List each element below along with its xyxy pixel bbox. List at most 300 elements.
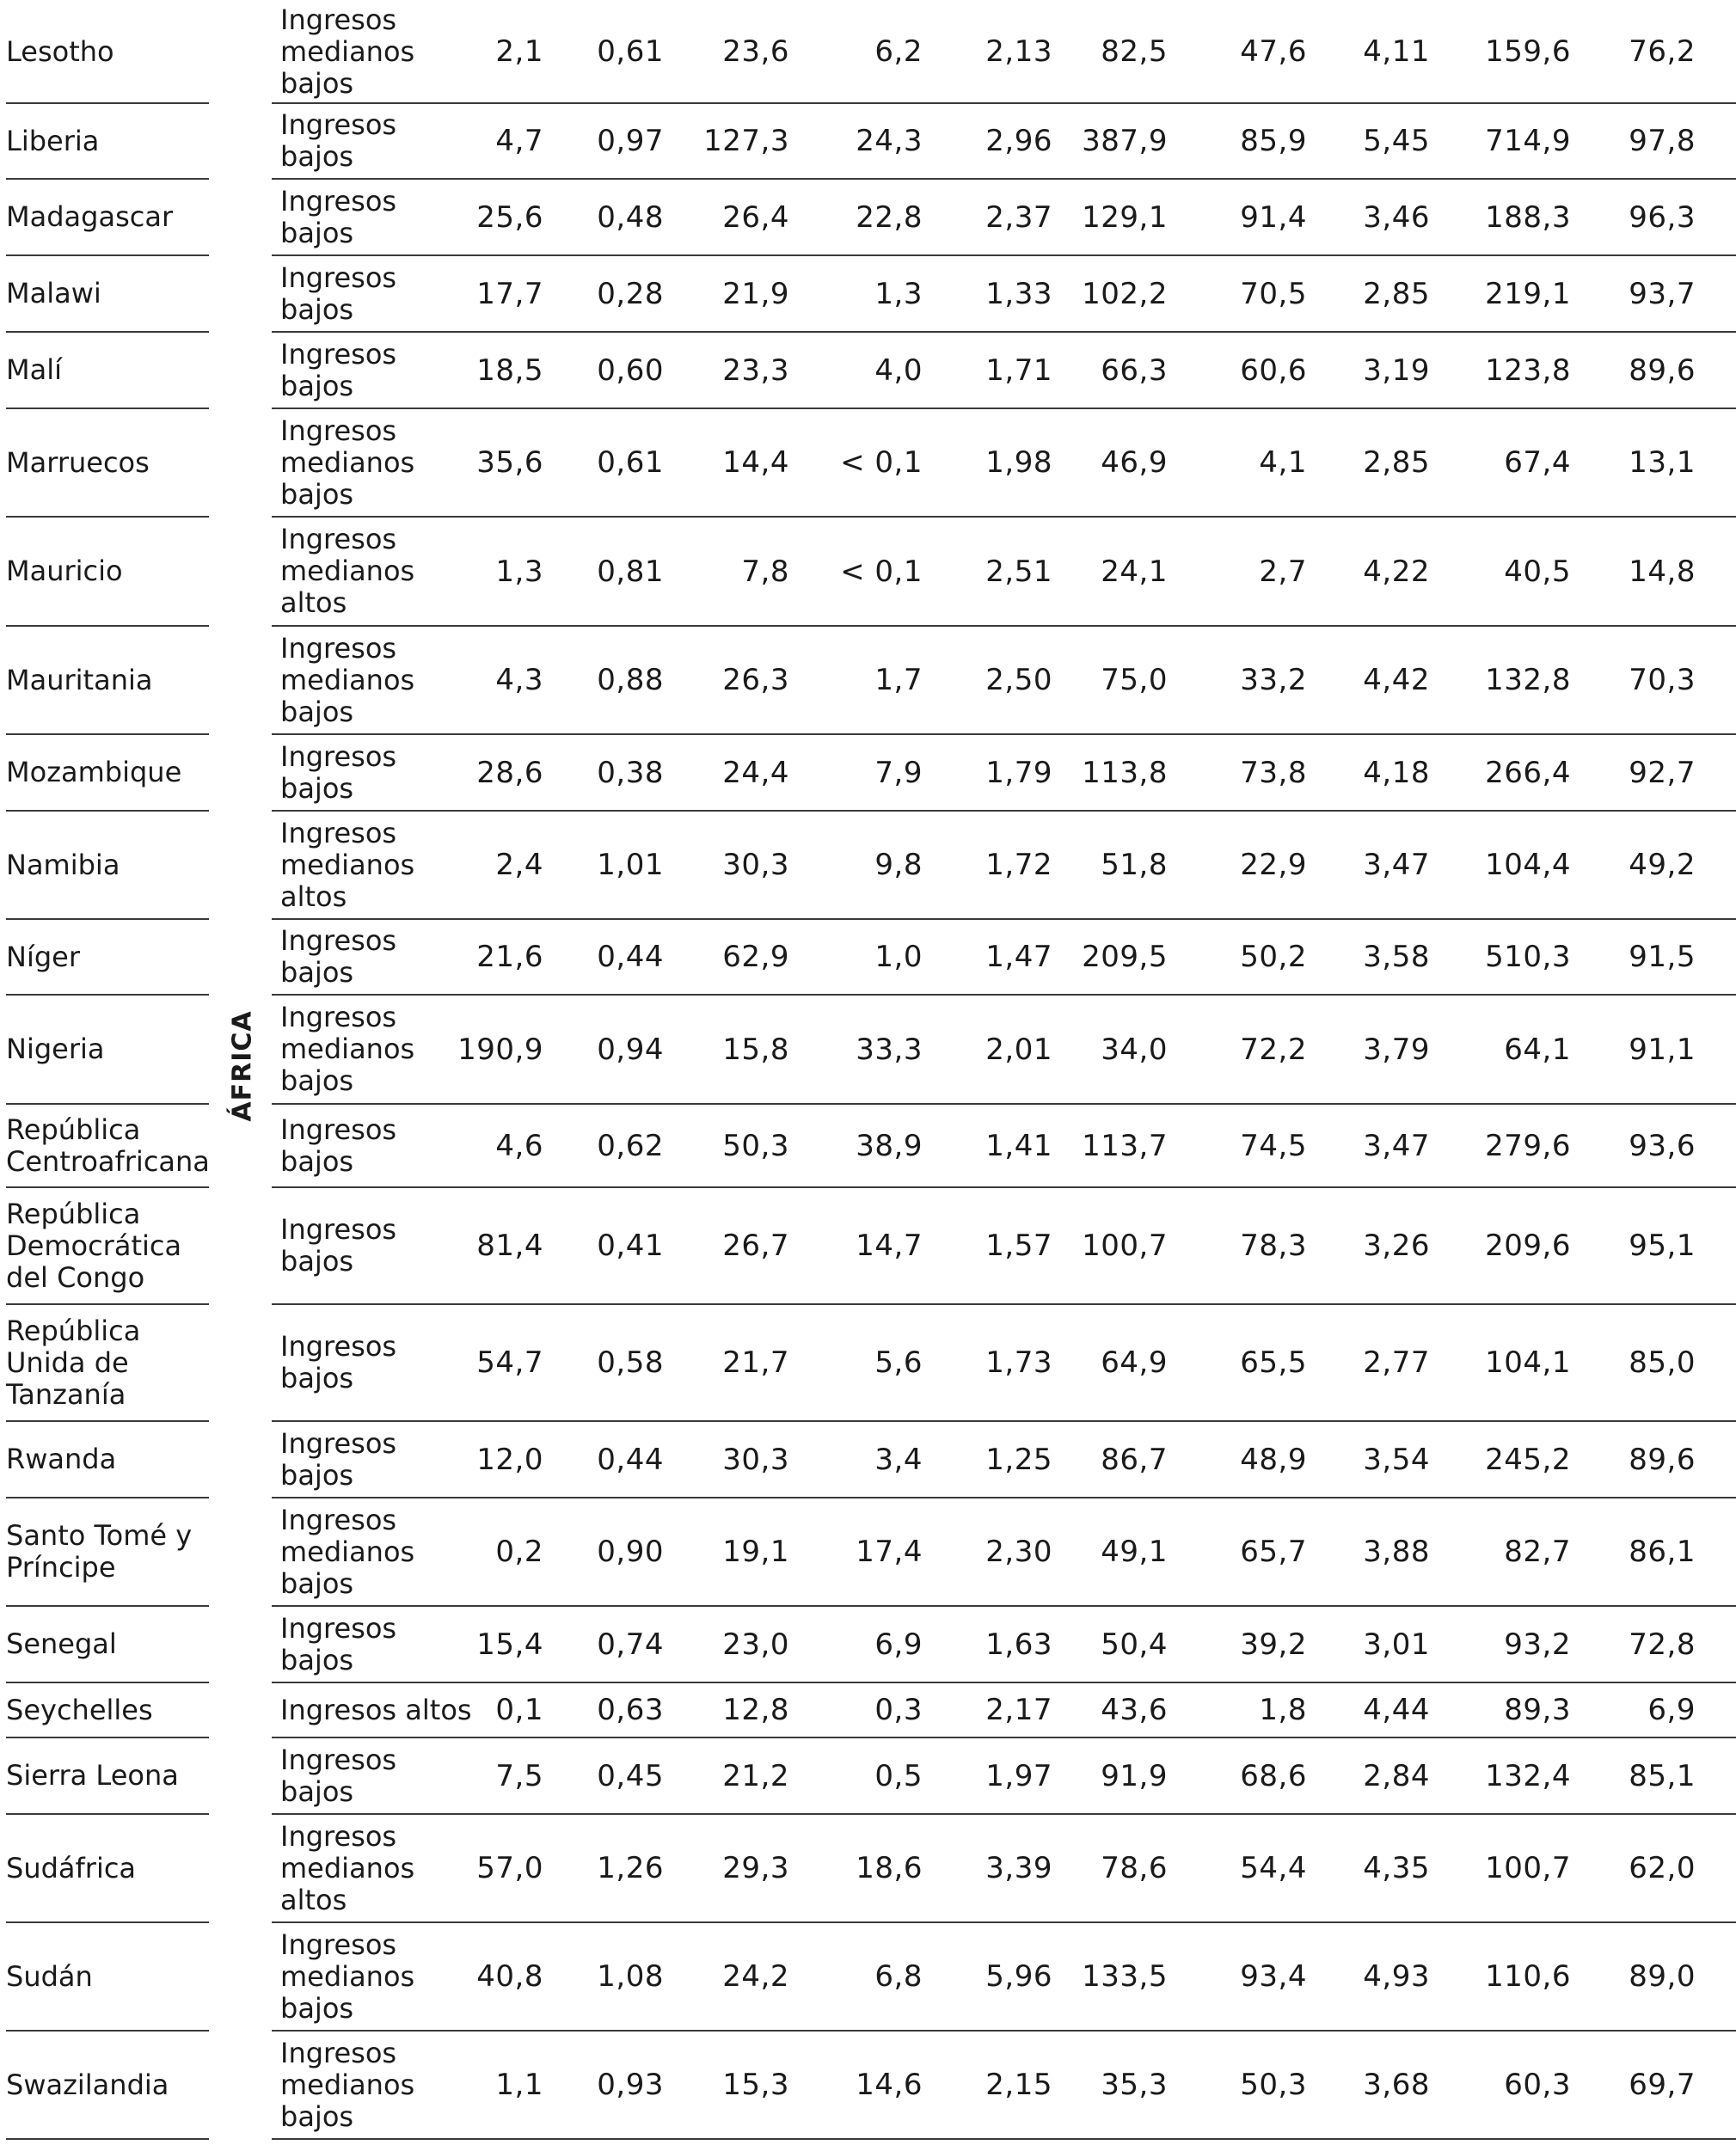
cell-value: 23,0: [722, 1627, 789, 1662]
income-group-line: altos: [280, 879, 347, 913]
cell-value: 0,62: [597, 1128, 664, 1163]
cell-value: 2,17: [985, 1693, 1052, 1727]
income-group-line: bajos: [280, 1774, 354, 1808]
country-name: [6, 179, 209, 255]
cell-value: 1,7: [874, 663, 923, 697]
country-name-line: Marruecos: [6, 445, 150, 479]
cell-value: 7,5: [495, 1758, 543, 1793]
cell-value: 26,4: [722, 199, 789, 235]
income-group-line: Ingresos: [280, 1743, 397, 1776]
country-name: [6, 1682, 209, 1737]
cell-value: 4,44: [1363, 1693, 1430, 1727]
cell-value: 3,39: [985, 1851, 1052, 1885]
cell-value: 4,0: [874, 352, 923, 388]
income-group-line: bajos: [280, 1458, 354, 1492]
cell-value: 35,6: [476, 445, 543, 480]
income-group-line: Ingresos: [280, 631, 397, 665]
cell-value: 102,2: [1082, 276, 1168, 311]
cell-value: 62,9: [722, 940, 789, 974]
income-group-line: medianos: [280, 1851, 415, 1885]
cell-value: 1,8: [1259, 1693, 1307, 1727]
cell-value: 387,9: [1082, 124, 1168, 158]
table-row: [0, 811, 1736, 919]
table-row: [0, 1737, 1736, 1814]
cell-value: 0,45: [597, 1758, 664, 1793]
cell-value: < 0,1: [840, 445, 923, 480]
cell-value: 54,4: [1240, 1851, 1307, 1885]
cell-value: 0,88: [597, 663, 664, 697]
cell-value: 3,4: [874, 1442, 923, 1477]
cell-value: 60,3: [1504, 2068, 1571, 2102]
cell-value: 22,9: [1240, 848, 1307, 882]
income-group-line: bajos: [280, 66, 354, 100]
country-name: [6, 1498, 209, 1606]
income-group-line: Ingresos: [280, 337, 397, 371]
country-name-line: Mauritania: [6, 663, 153, 696]
income-group: [280, 517, 469, 626]
cell-value: 4,42: [1363, 663, 1430, 697]
cell-value: 1,97: [985, 1758, 1052, 1793]
cell-value: 18,6: [856, 1851, 923, 1885]
cell-value: 4,22: [1363, 554, 1430, 589]
table-row: [0, 103, 1736, 179]
country-name: [6, 1814, 209, 1922]
cell-value: 3,26: [1363, 1229, 1430, 1263]
country-name-line: Rwanda: [6, 1443, 117, 1475]
country-name: [6, 332, 209, 408]
cell-value: 49,2: [1629, 848, 1696, 882]
income-group-line: medianos: [280, 555, 415, 587]
income-group-line: Ingresos: [280, 739, 397, 773]
cell-value: 2,1: [495, 34, 543, 69]
cell-value: 85,9: [1240, 124, 1307, 158]
cell-value: 18,5: [476, 352, 543, 388]
cell-value: 33,2: [1240, 663, 1307, 697]
country-name-line: Swazilandia: [6, 2068, 169, 2101]
cell-value: 19,1: [722, 1535, 789, 1569]
cell-value: 110,6: [1485, 1959, 1571, 1994]
cell-value: 24,1: [1101, 554, 1168, 589]
cell-value: 50,2: [1240, 940, 1307, 974]
country-name: [6, 1104, 209, 1187]
cell-value: 209,6: [1485, 1229, 1571, 1263]
cell-value: 0,1: [495, 1693, 543, 1727]
country-name: [6, 1606, 209, 1682]
cell-value: 7,9: [874, 755, 923, 790]
cell-value: 190,9: [457, 1032, 543, 1067]
cell-value: 0,93: [597, 2068, 664, 2102]
cell-value: 2,01: [985, 1032, 1052, 1067]
cell-value: 2,37: [985, 199, 1052, 235]
income-group: [280, 332, 469, 408]
country-name-line: Liberia: [6, 124, 100, 157]
table-row: [0, 517, 1736, 626]
cell-value: 14,6: [856, 2068, 923, 2102]
cell-value: 86,1: [1629, 1535, 1696, 1569]
cell-value: 0,61: [597, 34, 664, 69]
table-row: [0, 1421, 1736, 1498]
cell-value: 0,97: [597, 124, 664, 158]
cell-value: 12,0: [476, 1442, 543, 1477]
income-group-line: bajos: [280, 1144, 354, 1178]
cell-value: 6,9: [1647, 1693, 1696, 1727]
cell-value: 1,63: [985, 1627, 1052, 1662]
cell-value: 47,6: [1240, 34, 1307, 69]
table-row: [0, 255, 1736, 332]
income-group-line: medianos: [280, 848, 415, 881]
cell-value: 51,8: [1101, 848, 1168, 882]
cell-value: 30,3: [722, 848, 789, 882]
income-group: [280, 1498, 469, 1606]
cell-value: 25,6: [476, 199, 543, 235]
cell-value: 1,79: [985, 755, 1052, 790]
cell-value: 3,58: [1363, 940, 1430, 974]
cell-value: 2,51: [985, 554, 1052, 589]
cell-value: 89,6: [1629, 1442, 1696, 1477]
cell-value: 57,0: [476, 1851, 543, 1885]
income-group-line: altos: [280, 1883, 347, 1916]
table-row: [0, 919, 1736, 995]
income-group-line: bajos: [280, 1245, 354, 1278]
cell-value: 3,46: [1363, 199, 1430, 235]
cell-value: 93,4: [1240, 1959, 1307, 1994]
income-group-line: Ingresos: [280, 1330, 397, 1363]
cell-value: 0,5: [874, 1758, 923, 1793]
cell-value: 1,25: [985, 1442, 1052, 1477]
country-name: [6, 0, 209, 103]
cell-value: 132,8: [1485, 663, 1571, 697]
income-group-line: altos: [280, 586, 347, 619]
cell-value: 0,3: [874, 1693, 923, 1727]
cell-value: 1,0: [874, 940, 923, 974]
table-row: [0, 0, 1736, 103]
income-group-line: Ingresos: [280, 3, 397, 36]
cell-value: 3,54: [1363, 1442, 1430, 1477]
cell-value: 75,0: [1101, 663, 1168, 697]
cell-value: 1,33: [985, 276, 1052, 311]
cell-value: 17,7: [476, 276, 543, 311]
income-group-line: medianos: [280, 1033, 415, 1065]
cell-value: 21,9: [722, 276, 789, 311]
cell-value: 1,01: [597, 848, 664, 882]
cell-value: 40,5: [1504, 554, 1571, 589]
cell-value: < 0,1: [840, 554, 923, 589]
income-group-line: Ingresos: [280, 184, 397, 218]
income-group-line: bajos: [280, 1064, 354, 1097]
country-name: [6, 517, 209, 626]
row-divider: [272, 2138, 1736, 2140]
cell-value: 1,57: [985, 1229, 1052, 1263]
country-name-line: Malawi: [6, 277, 101, 309]
country-name: [6, 811, 209, 919]
income-group-line: Ingresos: [280, 1819, 397, 1853]
table-row: [0, 626, 1736, 734]
cell-value: 14,4: [722, 445, 789, 480]
cell-value: 2,85: [1363, 276, 1430, 311]
table-row: [0, 1606, 1736, 1682]
cell-value: 9,8: [874, 848, 923, 882]
cell-value: 3,47: [1363, 1128, 1430, 1163]
cell-value: 96,3: [1629, 199, 1696, 235]
income-group: [280, 1606, 469, 1682]
income-group-line: Ingresos: [280, 1213, 397, 1246]
country-name: [6, 408, 209, 517]
cell-value: 129,1: [1082, 199, 1168, 235]
country-name: [6, 734, 209, 811]
income-group-line: medianos: [280, 1959, 415, 1993]
cell-value: 6,2: [874, 34, 923, 69]
cell-value: 1,3: [874, 276, 923, 311]
income-group: [280, 103, 469, 179]
cell-value: 69,7: [1629, 2068, 1696, 2102]
cell-value: 0,60: [597, 352, 664, 388]
cell-value: 15,4: [476, 1627, 543, 1662]
income-group-line: bajos: [280, 695, 354, 728]
cell-value: 86,7: [1101, 1442, 1168, 1477]
country-name: [6, 1737, 209, 1814]
cell-value: 26,7: [722, 1229, 789, 1263]
cell-value: 65,5: [1240, 1345, 1307, 1380]
cell-value: 72,8: [1629, 1627, 1696, 1662]
income-group-line: Ingresos: [280, 924, 397, 957]
cell-value: 91,1: [1629, 1032, 1696, 1067]
country-name-line: Sierra Leona: [6, 1759, 179, 1792]
income-group: [280, 255, 469, 332]
income-group: [280, 626, 469, 734]
cell-value: 65,7: [1240, 1535, 1307, 1569]
table-row: [0, 179, 1736, 255]
cell-value: 40,8: [476, 1959, 543, 1994]
cell-value: 21,7: [722, 1345, 789, 1380]
cell-value: 1,98: [985, 445, 1052, 480]
income-group-line: Ingresos: [280, 108, 397, 141]
country-name-line: República: [6, 1197, 141, 1230]
income-group-line: Ingresos: [280, 414, 397, 447]
country-name-line: Santo Tomé y: [6, 1519, 193, 1552]
row-divider: [6, 2138, 209, 2140]
table-row: [0, 1104, 1736, 1187]
income-group-line: bajos: [280, 1566, 354, 1600]
country-name-line: del Congo: [6, 1260, 145, 1294]
cell-value: 2,77: [1363, 1345, 1430, 1380]
income-group: [280, 995, 469, 1104]
cell-value: 0,90: [597, 1535, 664, 1569]
cell-value: 100,7: [1485, 1851, 1571, 1885]
cell-value: 245,2: [1485, 1442, 1571, 1477]
cell-value: 91,5: [1629, 940, 1696, 974]
cell-value: 12,8: [722, 1693, 789, 1727]
cell-value: 4,7: [495, 124, 543, 158]
cell-value: 54,7: [476, 1345, 543, 1380]
cell-value: 33,3: [856, 1032, 923, 1067]
cell-value: 28,6: [476, 755, 543, 790]
country-name-line: Mauricio: [6, 555, 123, 587]
table-row: [0, 1682, 1736, 1737]
cell-value: 26,3: [722, 663, 789, 697]
cell-value: 29,3: [722, 1851, 789, 1885]
country-name-line: Mozambique: [6, 756, 182, 788]
country-name-line: Madagascar: [6, 200, 174, 233]
cell-value: 50,3: [722, 1128, 789, 1163]
income-group-line: Ingresos: [280, 1503, 397, 1536]
income-group: [280, 1814, 469, 1922]
table-row: [0, 1814, 1736, 1922]
cell-value: 510,3: [1485, 940, 1571, 974]
cell-value: 2,13: [985, 34, 1052, 69]
cell-value: 43,6: [1101, 1693, 1168, 1727]
cell-value: 73,8: [1240, 755, 1307, 790]
income-group-line: medianos: [280, 445, 415, 479]
country-name-line: Tanzanía: [6, 1377, 126, 1411]
income-group: [280, 919, 469, 995]
cell-value: 67,4: [1504, 445, 1571, 480]
table-row: [0, 1304, 1736, 1421]
cell-value: 24,2: [722, 1959, 789, 1994]
cell-value: 2,85: [1363, 445, 1430, 480]
table-row: [0, 408, 1736, 517]
cell-value: 1,72: [985, 848, 1052, 882]
cell-value: 72,2: [1240, 1032, 1307, 1067]
cell-value: 0,74: [597, 1627, 664, 1662]
cell-value: 64,1: [1504, 1032, 1571, 1067]
cell-value: 0,44: [597, 1442, 664, 1477]
cell-value: 4,3: [495, 663, 543, 697]
cell-value: 76,2: [1629, 34, 1696, 69]
income-group: [280, 1187, 469, 1304]
income-group-line: Ingresos: [280, 523, 397, 555]
cell-value: 15,3: [722, 2068, 789, 2102]
income-group-line: bajos: [280, 2099, 354, 2133]
table-row: [0, 734, 1736, 811]
cell-value: 89,6: [1629, 352, 1696, 388]
cell-value: 1,1: [495, 2068, 543, 2102]
country-name: [6, 103, 209, 179]
country-name-line: Senegal: [6, 1627, 117, 1660]
income-group-line: bajos: [280, 1362, 354, 1394]
income-group-line: Ingresos: [280, 1426, 397, 1460]
cell-value: 1,47: [985, 940, 1052, 974]
income-group-line: Ingresos: [280, 260, 397, 294]
income-group-line: medianos: [280, 2068, 415, 2101]
country-name-line: Unida de: [6, 1345, 129, 1379]
cell-value: 4,93: [1363, 1959, 1430, 1994]
income-group: [280, 1421, 469, 1498]
cell-value: 714,9: [1485, 124, 1571, 158]
income-group-line: medianos: [280, 34, 415, 68]
country-name: [6, 919, 209, 995]
cell-value: 0,61: [597, 445, 664, 480]
cell-value: 219,1: [1485, 276, 1571, 311]
country-name-line: Nigeria: [6, 1033, 105, 1065]
cell-value: 2,96: [985, 124, 1052, 158]
cell-value: 113,8: [1082, 755, 1168, 790]
cell-value: 34,0: [1101, 1032, 1168, 1067]
cell-value: 1,71: [985, 352, 1052, 388]
cell-value: 91,9: [1101, 1758, 1168, 1793]
cell-value: 0,38: [597, 755, 664, 790]
cell-value: 1,73: [985, 1345, 1052, 1380]
income-group-line: Ingresos: [280, 1611, 397, 1645]
income-group-line: Ingresos: [280, 2036, 397, 2069]
cell-value: 97,8: [1629, 124, 1696, 158]
country-name-line: Sudán: [6, 1959, 93, 1993]
cell-value: 1,26: [597, 1851, 664, 1885]
cell-value: 78,6: [1101, 1851, 1168, 1885]
income-group-line: Ingresos: [280, 1112, 397, 1146]
cell-value: 0,28: [597, 276, 664, 311]
cell-value: 3,68: [1363, 2068, 1430, 2102]
cell-value: 70,3: [1629, 663, 1696, 697]
table-row: [0, 1922, 1736, 2031]
cell-value: 17,4: [856, 1535, 923, 1569]
country-name: [6, 626, 209, 734]
cell-value: 38,9: [856, 1128, 923, 1163]
country-name: [6, 1922, 209, 2031]
cell-value: 127,3: [703, 124, 789, 158]
cell-value: 188,3: [1485, 199, 1571, 235]
income-group-line: bajos: [280, 292, 354, 326]
cell-value: 64,9: [1101, 1345, 1168, 1380]
cell-value: 3,88: [1363, 1535, 1430, 1569]
country-name-line: Níger: [6, 940, 80, 973]
cell-value: 89,3: [1504, 1693, 1571, 1727]
income-group-line: Ingresos altos: [280, 1693, 472, 1726]
income-group: [280, 0, 469, 103]
cell-value: 0,58: [597, 1345, 664, 1380]
cell-value: 2,30: [985, 1535, 1052, 1569]
cell-value: 24,3: [856, 124, 923, 158]
cell-value: 3,01: [1363, 1627, 1430, 1662]
cell-value: 1,3: [495, 554, 543, 589]
cell-value: 7,8: [741, 554, 789, 589]
cell-value: 132,4: [1485, 1758, 1571, 1793]
country-name-line: Centroafricana: [6, 1144, 210, 1178]
cell-value: 50,4: [1101, 1627, 1168, 1662]
income-group-line: bajos: [280, 140, 354, 173]
income-group: [280, 1737, 469, 1814]
income-group-line: bajos: [280, 956, 354, 989]
cell-value: 13,1: [1629, 445, 1696, 480]
cell-value: 81,4: [476, 1229, 543, 1263]
cell-value: 2,4: [495, 848, 543, 882]
income-group: [280, 408, 469, 517]
cell-value: 104,1: [1485, 1345, 1571, 1380]
cell-value: 93,7: [1629, 276, 1696, 311]
income-group: [280, 179, 469, 255]
cell-value: 21,2: [722, 1758, 789, 1793]
cell-value: 23,6: [722, 34, 789, 69]
income-group-line: medianos: [280, 663, 415, 696]
table-row: [0, 1187, 1736, 1304]
income-group-line: bajos: [280, 477, 354, 511]
country-name: [6, 255, 209, 332]
income-group-line: bajos: [280, 771, 354, 805]
country-name: [6, 2031, 209, 2139]
cell-value: 0,81: [597, 554, 664, 589]
cell-value: 50,3: [1240, 2068, 1307, 2102]
cell-value: 30,3: [722, 1442, 789, 1477]
cell-value: 2,84: [1363, 1758, 1430, 1793]
cell-value: 14,8: [1629, 554, 1696, 589]
cell-value: 279,6: [1485, 1128, 1571, 1163]
cell-value: 15,8: [722, 1032, 789, 1067]
cell-value: 70,5: [1240, 276, 1307, 311]
income-group-line: medianos: [280, 1535, 415, 1568]
income-group: [280, 1922, 469, 2031]
cell-value: 133,5: [1082, 1959, 1168, 1994]
cell-value: 49,1: [1101, 1535, 1168, 1569]
cell-value: 3,79: [1363, 1032, 1430, 1067]
